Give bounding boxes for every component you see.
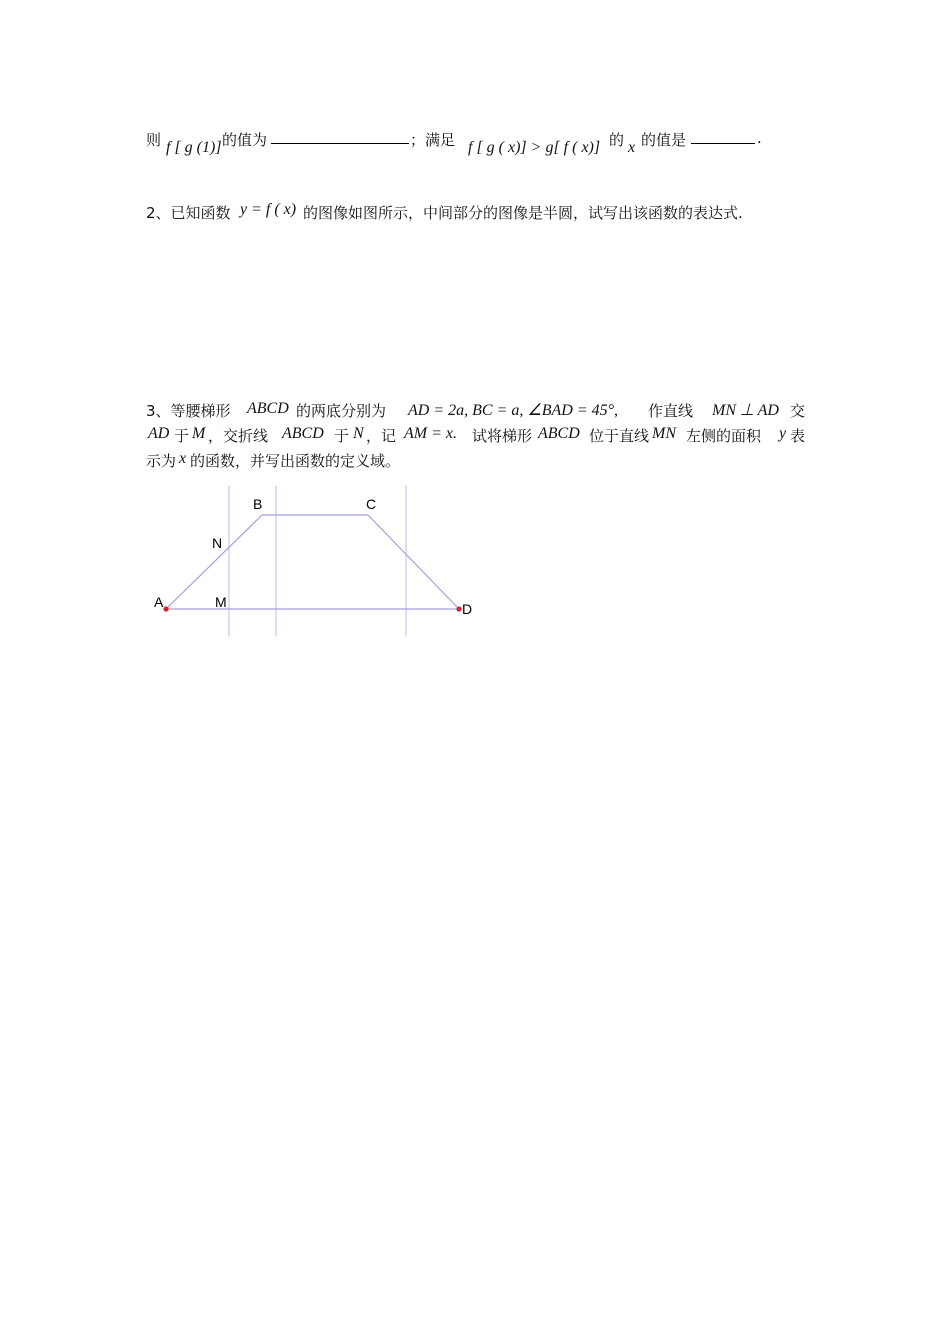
point-a [163, 606, 168, 611]
q1-prefix: 则 [146, 131, 162, 149]
q3-text-4: 于 [174, 427, 190, 445]
q3-perp: MN ⊥ AD [712, 402, 779, 419]
q3-text-9: 位于直线 [589, 427, 650, 445]
label-b: B [253, 496, 263, 512]
label-d: D [462, 601, 473, 617]
q3-abcd-3: ABCD [538, 425, 580, 442]
q1-text-de: 的 [609, 131, 625, 149]
q1-text-value-of: 的值为 [222, 131, 268, 149]
q3-text-7: ，记 [366, 427, 397, 445]
q3-text-6: 于 [334, 427, 350, 445]
q1-expr-inequality: f [ g ( x)] > g[ f ( x)] [468, 139, 601, 156]
q3-x: x [179, 450, 187, 467]
q1-line [146, 126, 806, 166]
q3-text-2: 作直线 [648, 402, 694, 420]
q3-y: y [779, 425, 787, 442]
q3-mn: MN [652, 425, 676, 442]
q3-abcd-1: ABCD [247, 400, 289, 417]
q2-line [146, 200, 826, 224]
trapezoid-figure [140, 482, 490, 642]
q1-answer-blank-2[interactable] [691, 129, 755, 144]
q3-ad-2: AD [148, 425, 170, 442]
q1-var-x: x [628, 139, 636, 156]
q3-text-8: 试将梯形 [472, 427, 533, 445]
q2-number: 2、已知函数 [146, 204, 231, 222]
q3-condition: AD = 2a, BC = a, ∠BAD = 45°, [408, 402, 619, 419]
label-m: M [215, 594, 227, 610]
label-a: A [154, 594, 164, 610]
q3-text-5: ，交折线 [208, 427, 269, 445]
q3-number: 3、等腰梯形 [146, 402, 231, 420]
q3-paragraph [146, 398, 816, 470]
q3-text-10: 左侧的面积 [686, 427, 762, 445]
q3-n: N [353, 425, 364, 442]
q3-abcd-2: ABCD [282, 425, 324, 442]
edge-ab [166, 515, 262, 609]
q3-m: M [192, 425, 206, 442]
q3-text-13: 的函数，并写出函数的定义域。 [190, 452, 401, 470]
q1-text-satisfy: ；满足 [410, 131, 456, 149]
q3-text-1: 的两底分别为 [296, 402, 387, 420]
q3-text-3: 交 [790, 402, 806, 420]
q1-text-value-is: 的值是 [641, 131, 687, 149]
q1-expr-fg1: f [ g (1)] [166, 139, 222, 156]
q1-answer-blank-1[interactable] [271, 129, 409, 144]
q3-am-x: AM = x. [404, 425, 457, 442]
q3-text-12: 示为 [146, 452, 177, 470]
point-d [456, 606, 461, 611]
edge-cd [368, 515, 459, 609]
q2-expr: y = f ( x) [240, 201, 297, 218]
q2-text: 的图像如图所示，中间部分的图像是半圆，试写出该函数的表达式. [303, 204, 743, 222]
q1-end-dot: . [757, 129, 762, 147]
q3-text-11: 表 [790, 427, 806, 445]
label-c: C [366, 496, 377, 512]
label-n: N [212, 535, 223, 551]
